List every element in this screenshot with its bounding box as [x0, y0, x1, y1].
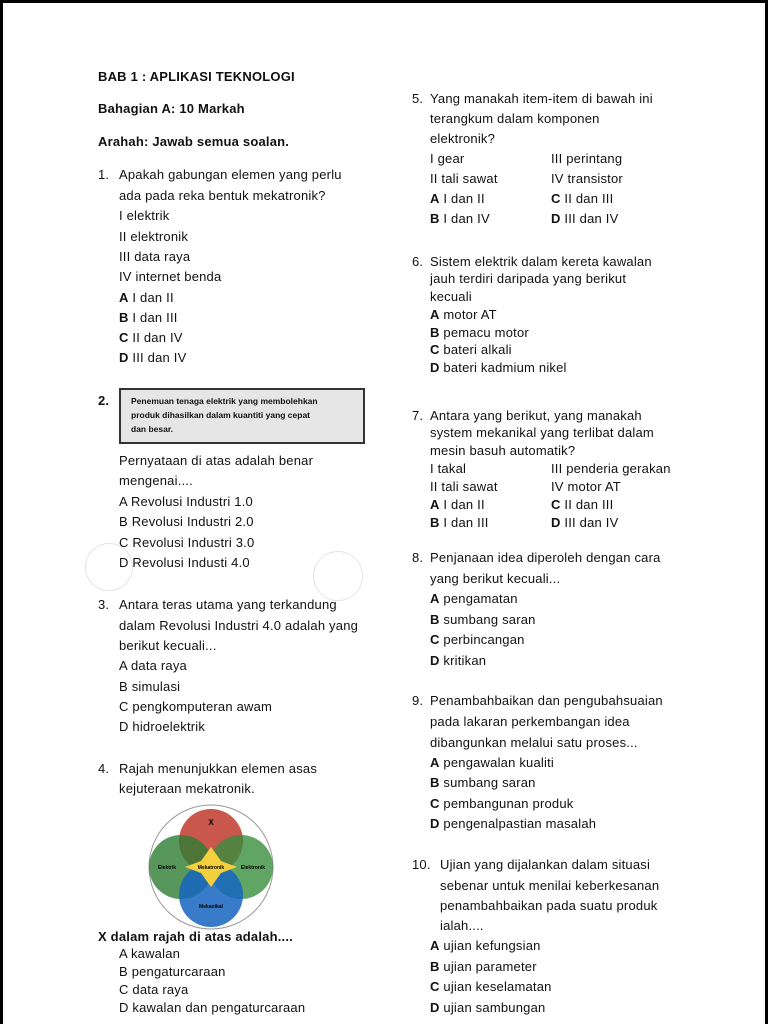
answer-option-a: A data raya — [119, 658, 187, 673]
answer-option-d: D kawalan dan pengaturcaraan — [119, 1000, 306, 1015]
question-number: 6. — [412, 254, 424, 269]
question-stem: kejuteraan mekatronik. — [119, 781, 255, 796]
answer-option-d: D pengenalpastian masalah — [430, 816, 597, 831]
answer-option-b: B pemacu motor — [430, 325, 529, 340]
statement-box-line: produk dihasilkan dalam kuantiti yang cepat — [131, 410, 311, 420]
statement-item: III penderia gerakan — [551, 461, 671, 476]
answer-option-a: A pengawalan kualiti — [430, 755, 554, 770]
answer-option-c: C ujian keselamatan — [430, 979, 552, 994]
question-stem: yang berikut kecuali... — [430, 571, 561, 586]
answer-option-b: B pengaturcaraan — [119, 964, 226, 979]
question-number: 1. — [98, 167, 110, 182]
question-number: 10. — [412, 857, 431, 872]
mechatronics-venn-diagram — [133, 803, 283, 933]
question-stem: Yang manakah item-item di bawah ini — [430, 91, 653, 106]
answer-option-c: C II dan IV — [119, 330, 183, 345]
question-number: 2. — [98, 393, 110, 408]
answer-option-b: B I dan IV — [430, 211, 490, 226]
answer-option-d: D Revolusi Industi 4.0 — [119, 555, 250, 570]
answer-option-d: D hidroelektrik — [119, 719, 206, 734]
question-stem: terangkum dalam komponen — [430, 111, 600, 126]
question-number: 4. — [98, 761, 110, 776]
statement-item: I takal — [430, 461, 467, 476]
statement-item: III perintang — [551, 151, 623, 166]
answer-option-d: D III dan IV — [119, 350, 187, 365]
answer-option-c: C II dan III — [551, 191, 614, 206]
statement-item: IV motor AT — [551, 479, 621, 494]
faint-circle-right — [313, 551, 363, 601]
answer-option-b: B simulasi — [119, 679, 181, 694]
statement-box-line: dan besar. — [131, 424, 174, 434]
question-stem: Penambahbaikan dan pengubahsuaian — [430, 693, 663, 708]
question-stem: Penjanaan idea diperoleh dengan cara — [430, 550, 661, 565]
answer-option-a: A kawalan — [119, 946, 181, 961]
answer-option-d: D kritikan — [430, 653, 487, 668]
answer-option-b: B sumbang saran — [430, 775, 536, 790]
answer-option-a: A I dan II — [430, 497, 485, 512]
answer-option-a: A I dan II — [430, 191, 485, 206]
statement-item: IV transistor — [551, 171, 623, 186]
answer-option-b: B I dan III — [430, 515, 489, 530]
question-stem: Apakah gabungan elemen yang perlu — [119, 167, 342, 182]
answer-option-a: A motor AT — [430, 307, 497, 322]
answer-option-c: C pengkomputeran awam — [119, 699, 273, 714]
answer-option-c: C pembangunan produk — [430, 796, 574, 811]
question-stem: Antara yang berikut, yang manakah — [430, 408, 642, 423]
answer-option-b: B Revolusi Industri 2.0 — [119, 514, 254, 529]
question-stem: sebenar untuk menilai keberkesanan — [440, 878, 660, 893]
question-number: 3. — [98, 597, 110, 612]
question-number: 7. — [412, 408, 424, 423]
statement-item: I elektrik — [119, 208, 170, 223]
answer-option-a: A I dan II — [119, 290, 174, 305]
answer-option-b: B ujian parameter — [430, 959, 537, 974]
answer-option-c: C bateri alkali — [430, 342, 512, 357]
answer-option-a: A ujian kefungsian — [430, 938, 541, 953]
answer-option-b: B I dan III — [119, 310, 178, 325]
answer-option-c: C data raya — [119, 982, 189, 997]
statement-item: II tali sawat — [430, 479, 498, 494]
question-stem: kecuali — [430, 289, 472, 304]
question-number: 8. — [412, 550, 424, 565]
question-stem: Pernyataan di atas adalah benar — [119, 453, 314, 468]
answer-option-d: D ujian sambungan — [430, 1000, 546, 1015]
answer-option-a: A pengamatan — [430, 591, 518, 606]
section-title: Bahagian A: 10 Markah — [98, 101, 245, 116]
answer-option-c: C II dan III — [551, 497, 614, 512]
label-center: Mekatronik — [197, 865, 225, 871]
question-prompt: X dalam rajah di atas adalah.... — [98, 929, 293, 944]
question-stem: ada pada reka bentuk mekatronik? — [119, 188, 326, 203]
label-top: X — [208, 818, 214, 827]
question-number: 5. — [412, 91, 424, 106]
instruction: Arahah: Jawab semua soalan. — [98, 134, 290, 149]
question-stem: ialah.... — [440, 918, 484, 933]
statement-item: III data raya — [119, 249, 191, 264]
answer-option-b: B sumbang saran — [430, 612, 536, 627]
question-stem: penambahbaikan pada suatu produk — [440, 898, 658, 913]
statement-item: IV internet benda — [119, 269, 222, 284]
answer-option-d: D III dan IV — [551, 515, 619, 530]
question-stem: system mekanikal yang terlibat dalam — [430, 425, 654, 440]
question-stem: Sistem elektrik dalam kereta kawalan — [430, 254, 652, 269]
answer-option-d: D bateri kadmium nikel — [430, 360, 567, 375]
question-stem: mengenai.... — [119, 473, 193, 488]
statement-box — [119, 388, 365, 444]
statement-item: II elektronik — [119, 229, 189, 244]
label-right: Elektronik — [240, 865, 266, 871]
statement-box-line: Penemuan tenaga elektrik yang membolehkan — [131, 396, 318, 406]
question-stem: jauh terdiri daripada yang berikut — [430, 271, 627, 286]
question-stem: Antara teras utama yang terkandung — [119, 597, 337, 612]
statement-item: I gear — [430, 151, 465, 166]
chapter-title: BAB 1 : APLIKASI TEKNOLOGI — [98, 69, 295, 84]
question-stem: berikut kecuali... — [119, 638, 217, 653]
question-stem: dalam Revolusi Industri 4.0 adalah yang — [119, 618, 359, 633]
answer-option-d: D III dan IV — [551, 211, 619, 226]
question-stem: Rajah menunjukkan elemen asas — [119, 761, 318, 776]
question-stem: mesin basuh automatik? — [430, 443, 576, 458]
question-stem: elektronik? — [430, 131, 496, 146]
answer-option-a: A Revolusi Industri 1.0 — [119, 494, 253, 509]
answer-option-c: C Revolusi Industri 3.0 — [119, 535, 255, 550]
label-bottom: Mekanikal — [199, 904, 223, 910]
question-number: 9. — [412, 693, 424, 708]
statement-item: II tali sawat — [430, 171, 498, 186]
question-stem: pada lakaran perkembangan idea — [430, 714, 630, 729]
answer-option-c: C perbincangan — [430, 632, 525, 647]
question-stem: dibangunkan melalui satu proses... — [430, 735, 638, 750]
label-left: Elektrik — [157, 865, 177, 871]
question-stem: Ujian yang dijalankan dalam situasi — [440, 857, 651, 872]
